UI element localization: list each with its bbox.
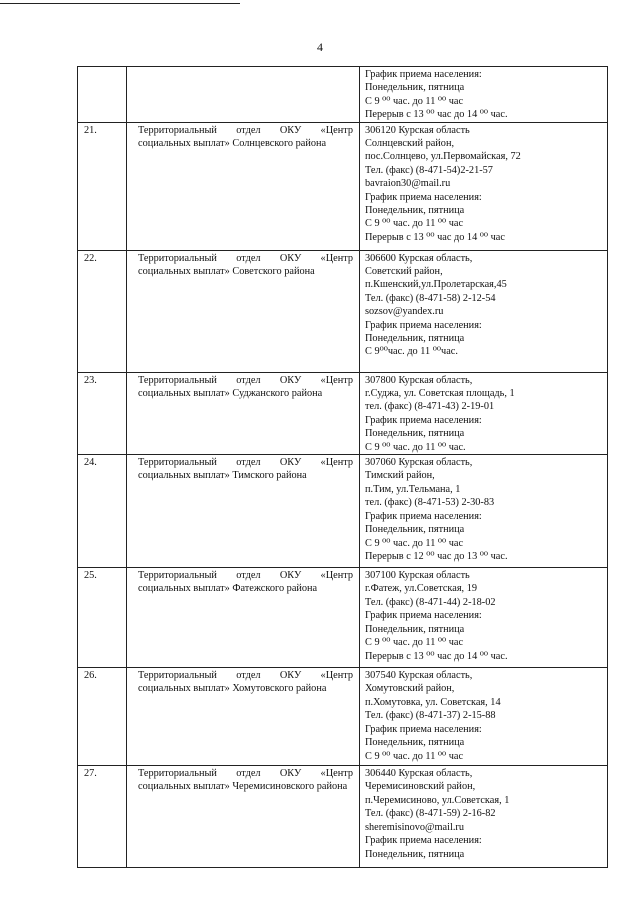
address-line: п.Черемисиново, ул.Советская, 1 [365, 794, 510, 806]
row-number: 27. [78, 766, 127, 868]
row-number: 26. [78, 668, 127, 766]
address-line: Солнцевский район, [365, 138, 455, 150]
hours-line: С 9 ⁰⁰ час. до 11 ⁰⁰ час [365, 95, 464, 107]
organization-name: Территориальный отдел ОКУ «Центр социальных выплат» Тимского района [127, 455, 360, 568]
address-line: Тел. (факс) (8-471-37) 2-15-88 [365, 710, 496, 722]
address-line: График приема населения: [365, 610, 482, 622]
break-line: Перерыв с 13 ⁰⁰ час до 14 ⁰⁰ час. [365, 650, 508, 662]
address-line: п.Хомутовка, ул. Советская, 14 [365, 696, 501, 708]
address-line: 306120 Курская область [365, 124, 470, 136]
page-number: 4 [317, 40, 323, 54]
organization-name: Территориальный отдел ОКУ «Центр социальных выплат» Фатежского района [127, 568, 360, 668]
address-line: тел. (факс) (8-471-53) 2-30-83 [365, 497, 495, 509]
break-line: Перерыв с 12 ⁰⁰ час до 13 ⁰⁰ час. [365, 550, 508, 562]
organization-name: Территориальный отдел ОКУ «Центр социальных выплат» Хомутовского района [127, 668, 360, 766]
address-line: п.Кшенский,ул.Пролетарская,45 [365, 279, 507, 291]
table-row [78, 372, 608, 454]
row-number: 25. [78, 568, 127, 668]
address-line: График приема населения: [365, 414, 482, 426]
address-cell [360, 122, 608, 250]
address-line: пос.Солнцево, ул.Первомайская, 72 [365, 151, 521, 163]
organization-cell [127, 67, 360, 123]
address-line: Советский район, [365, 266, 443, 278]
address-line: Понедельник, пятница [365, 333, 465, 345]
address-line: Понедельник, пятница [365, 848, 465, 860]
address-line: Понедельник, пятница [365, 205, 465, 217]
address-line: Понедельник, пятница [365, 82, 465, 94]
address-line: Тимский район, [365, 470, 435, 482]
address-cell [360, 766, 608, 868]
hours-line: С 9 ⁰⁰ час. до 11 ⁰⁰ час [365, 218, 464, 230]
hours-line: С 9⁰⁰час. до 11 ⁰⁰час. [365, 346, 458, 358]
row-number: 21. [78, 122, 127, 250]
table-row [78, 455, 608, 568]
social-payments-offices-table [77, 66, 608, 868]
address-line: График приема населения: [365, 69, 482, 80]
table-body [78, 67, 608, 868]
organization-name: Территориальный отдел ОКУ «Центр социальных выплат» Суджанского района [127, 372, 360, 454]
address-line: Черемисиновский район, [365, 781, 476, 793]
address-cell [360, 250, 608, 372]
organization-name: Территориальный отдел ОКУ «Центр социальных выплат» Солнцевского района [127, 122, 360, 250]
top-rule [0, 3, 240, 4]
row-number: 22. [78, 250, 127, 372]
organization-name: Территориальный отдел ОКУ «Центр социальных выплат» Советского района [127, 250, 360, 372]
address-line: Понедельник, пятница [365, 524, 465, 536]
row-number: 23. [78, 372, 127, 454]
address-line: п.Тим, ул.Тельмана, 1 [365, 483, 461, 495]
address-line: 307060 Курская область, [365, 457, 473, 469]
address-line: Понедельник, пятница [365, 428, 465, 440]
address-cell [360, 668, 608, 766]
address-line: Тел. (факс) (8-471-58) 2-12-54 [365, 292, 496, 304]
address-line: Понедельник, пятница [365, 623, 465, 635]
address-line: bavraion30@mail.ru [365, 178, 451, 190]
address-line: тел. (факс) (8-471-43) 2-19-01 [365, 401, 495, 413]
address-line: Тел. (факс) (8-471-59) 2-16-82 [365, 808, 496, 820]
table-row [78, 250, 608, 372]
organization-name: Территориальный отдел ОКУ «Центр социальных выплат» Черемисиновского района [127, 766, 360, 868]
address-line: 307100 Курская область [365, 570, 470, 582]
address-line: г.Фатеж, ул.Советская, 19 [365, 583, 477, 595]
table-row [78, 122, 608, 250]
table-row [78, 668, 608, 766]
hours-line: С 9 ⁰⁰ час. до 11 ⁰⁰ час [365, 637, 464, 649]
address-line: 306440 Курская область, [365, 768, 473, 780]
address-line: Хомутовский район, [365, 683, 455, 695]
address-line: График приема населения: [365, 191, 482, 203]
break-line: Перерыв с 13 ⁰⁰ час до 14 ⁰⁰ час. [365, 109, 508, 121]
address-cell [360, 455, 608, 568]
address-line: График приема населения: [365, 319, 482, 331]
address-line: Тел. (факс) (8-471-44) 2-18-02 [365, 596, 496, 608]
row-number-cell [78, 67, 127, 123]
table-row-continuation [78, 67, 608, 123]
address-line: 307800 Курская область, [365, 374, 473, 386]
address-line: График приема населения: [365, 723, 482, 735]
address-line: График приема населения: [365, 835, 482, 847]
address-cell [360, 372, 608, 454]
address-line: sheremisinovo@mail.ru [365, 821, 464, 833]
address-line: 306600 Курская область, [365, 252, 473, 264]
table-row [78, 766, 608, 868]
row-number: 24. [78, 455, 127, 568]
break-line: Перерыв с 13 ⁰⁰ час до 14 ⁰⁰ час [365, 231, 505, 243]
hours-line: С 9 ⁰⁰ час. до 11 ⁰⁰ час [365, 537, 464, 549]
table-row [78, 568, 608, 668]
address-line: 307540 Курская область, [365, 670, 473, 682]
address-line: Понедельник, пятница [365, 737, 465, 749]
hours-line: С 9 ⁰⁰ час. до 11 ⁰⁰ час [365, 750, 464, 762]
address-line: г.Суджа, ул. Советская площадь, 1 [365, 388, 515, 400]
address-line: Тел. (факс) (8-471-54)2-21-57 [365, 164, 493, 176]
address-line: sozsov@yandex.ru [365, 306, 444, 318]
address-line: График приема населения: [365, 510, 482, 522]
hours-line: С 9 ⁰⁰ час. до 11 ⁰⁰ час. [365, 441, 466, 453]
address-cell [360, 67, 608, 123]
address-cell [360, 568, 608, 668]
